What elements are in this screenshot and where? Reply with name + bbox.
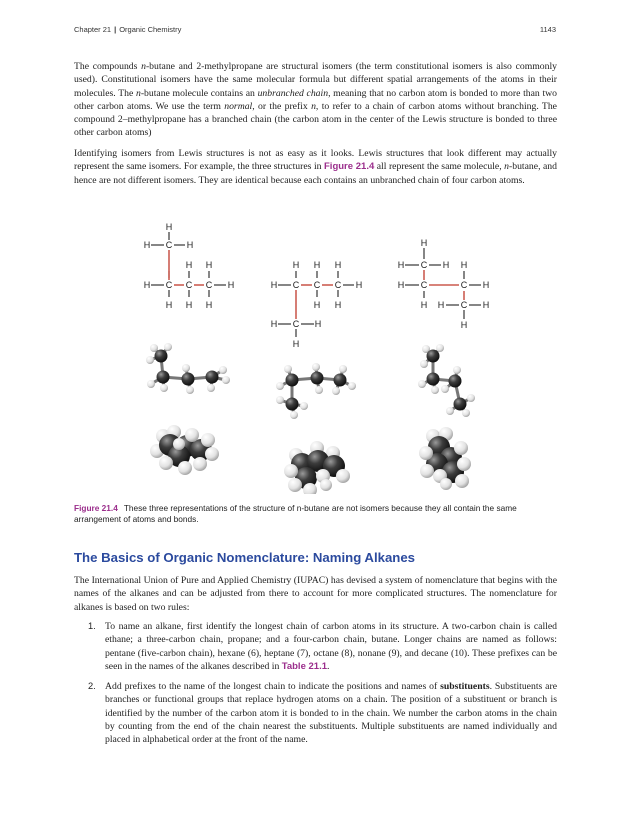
list-item-number: 2. (88, 681, 96, 692)
list-item: 2. Add prefixes to the name of the longest chain to indicate the positions and names of substituents. Substituents are branches or functional groups that replace hydrogen atoms on a chain. The position of a substituent or branch is identified by the number of the carbon atom it is bonded to in the chain. We number the carbon atoms in the chain by counting from the end of the chain nearest the substituents. Multiple substituents are named individually and placed in alphabetical order at the front of the name. (88, 681, 557, 746)
hydrogen-atom (348, 382, 356, 390)
atom-label: H (143, 280, 151, 290)
figure-21-4 (130, 214, 510, 494)
atom-label: H (186, 240, 194, 250)
term-substituents: substituents (440, 681, 490, 693)
atom-label: C (185, 280, 193, 290)
hydrogen-atom (290, 411, 298, 419)
atom-label: H (334, 260, 342, 270)
hydrogen-atom (436, 344, 444, 352)
ball-and-stick-model-2 (276, 363, 356, 419)
carbon-atom (155, 350, 168, 363)
list-item-number: 1. (88, 621, 96, 631)
hydrogen-atom (418, 380, 426, 388)
atom-label: C (292, 319, 300, 329)
atom-label: H (270, 280, 278, 290)
hydrogen-atom (147, 380, 155, 388)
hydrogen-atom (453, 366, 461, 374)
atom-label: H (420, 238, 428, 248)
atom-label: H (270, 319, 278, 329)
hydrogen-atom (284, 365, 292, 373)
caption-text: These three representations of the structure of n-butane are not isomers because they all contain the same arrangement of atoms and bonds. (74, 503, 517, 524)
atom-label: H (227, 280, 235, 290)
nomenclature-rules-list (74, 620, 557, 747)
atom-label: H (334, 300, 342, 310)
atom-label: H (460, 260, 468, 270)
atom-label: H (460, 320, 468, 330)
carbon-atom (427, 350, 440, 363)
atom-label: C (165, 280, 173, 290)
hydrogen-atom (339, 365, 347, 373)
hydrogen-atom (276, 396, 284, 404)
chapter-label: Chapter 21 | Organic Chemistry (74, 25, 182, 34)
space-filling-model-3 (419, 427, 471, 490)
atom-label: H (313, 300, 321, 310)
term-unbranched-chain: unbranched chain (257, 87, 329, 99)
carbon-atom (449, 375, 462, 388)
hydrogen-atom (276, 382, 284, 390)
hydrogen-atom (332, 387, 340, 395)
atom-label: H (397, 260, 405, 270)
section-heading: The Basics of Organic Nomenclature: Naming Alkanes (74, 550, 416, 565)
paragraph-structural-isomers: The compounds n-butane and 2-methylpropane are structural isomers (the term constitutional isomers is also commonly used). Constitutional isomers have the same molecular formula but different spatial arrangements of the atoms in their molecules. The n-butane molecule contains an unbranched chain, meaning that no carbon atom is bonded to more than two other carbon atoms. We use the term normal, or the prefix n, to refer to a chain of carbon atoms without branching. The compound 2–methylpropane has a branched chain (the carbon atom in the center of the Lewis structure is bonded to three other carbon atoms) (74, 61, 558, 139)
atom-label: H (314, 319, 322, 329)
atom-label: H (292, 260, 300, 270)
hydrogen-atom (160, 384, 168, 392)
figure-21-4-link[interactable]: Figure 21.4 (324, 161, 375, 173)
atom-label: H (292, 339, 300, 349)
carbon-atom (454, 398, 467, 411)
carbon-atom (427, 373, 440, 386)
carbon-atom (206, 371, 219, 384)
carbon-atom (286, 374, 299, 387)
atom-label: H (165, 300, 173, 310)
hydrogen-atom (207, 384, 215, 392)
paragraph-iupac: The International Union of Pure and Applied Chemistry (IUPAC) has devised a system of nomenclature that begins with the names of the alkanes and can be adjusted from there to account for more complicated structures. The nomenclature for alkanes is based on two rules: (74, 575, 557, 613)
paragraph-identifying-isomers: Identifying isomers from Lewis structures is not as easy as it looks. Lewis structures that look different may actually represent the same isomers. For example, the three structures in Figure 21.4 all represent the same molecule, n-butane, and hence are not different isomers. They are identical because each contains an unbranched chain of four carbon atoms. (74, 148, 557, 186)
hydrogen-atom (446, 407, 454, 415)
hydrogen-atom (312, 363, 320, 371)
hydrogen-atom (420, 360, 428, 368)
hydrogen-atom (431, 386, 439, 394)
hydrogen-atom (150, 344, 158, 352)
space-filling-model-1 (150, 425, 219, 475)
atom-label: C (292, 280, 300, 290)
hydrogen-atom (462, 409, 470, 417)
space-filling-model-2 (284, 441, 350, 494)
hydrogen-atom (315, 386, 323, 394)
atom-label: H (420, 300, 428, 310)
lewis-structure-3 (398, 238, 490, 330)
atom-label: C (313, 280, 321, 290)
atom-label: H (205, 300, 213, 310)
hydrogen-atom (222, 376, 230, 384)
caption-label: Figure 21.4 (74, 503, 118, 513)
figure-caption (74, 503, 557, 525)
hydrogen-atom (182, 364, 190, 372)
atom-label: C (165, 240, 173, 250)
atom-label: C (460, 300, 468, 310)
atom-label: H (442, 260, 450, 270)
atom-label: C (420, 280, 428, 290)
atom-label: H (185, 300, 193, 310)
hydrogen-atom (164, 343, 172, 351)
list-item: 1. To name an alkane, first identify the longest chain of carbon atoms in its structure. A two-carbon chain is called ethane; a three-carbon chain, propane; and a four-carbon chain, butane. Longer chains are named as follows: pentane (five-carbon chain), hexane (6), heptane (7), octane (8), nonane (9), and decane (10). These prefixes can be seen in the names of the alkanes described in Table 21.1. (88, 621, 557, 672)
atom-label: H (205, 260, 213, 270)
atom-label: H (437, 300, 445, 310)
atom-label: C (205, 280, 213, 290)
atom-label: H (397, 280, 405, 290)
atom-label: H (482, 300, 490, 310)
lewis-structure-1 (144, 222, 235, 310)
atom-label: H (185, 260, 193, 270)
hydrogen-atom (300, 402, 308, 410)
lewis-structure-2 (271, 260, 363, 349)
hydrogen-atom (186, 386, 194, 394)
table-21-1-link[interactable]: Table 21.1 (281, 660, 327, 672)
page-number: 1143 (539, 25, 556, 34)
atom-label: H (482, 280, 490, 290)
ball-and-stick-model-1 (146, 343, 230, 394)
atom-label: C (460, 280, 468, 290)
running-header (74, 25, 556, 34)
hydrogen-atom (467, 394, 475, 402)
carbon-atom (157, 371, 170, 384)
carbon-atom (286, 398, 299, 411)
carbon-atom (334, 374, 347, 387)
hydrogen-atom (146, 356, 154, 364)
atom-label: H (313, 260, 321, 270)
atom-label: H (355, 280, 363, 290)
carbon-atom (311, 372, 324, 385)
atom-label: H (143, 240, 151, 250)
atom-label: C (334, 280, 342, 290)
hydrogen-atom (441, 385, 449, 393)
carbon-atom (182, 373, 195, 386)
atom-label: H (165, 222, 173, 232)
ball-and-stick-model-3 (418, 344, 475, 417)
atom-label: C (420, 260, 428, 270)
hydrogen-atom (219, 366, 227, 374)
